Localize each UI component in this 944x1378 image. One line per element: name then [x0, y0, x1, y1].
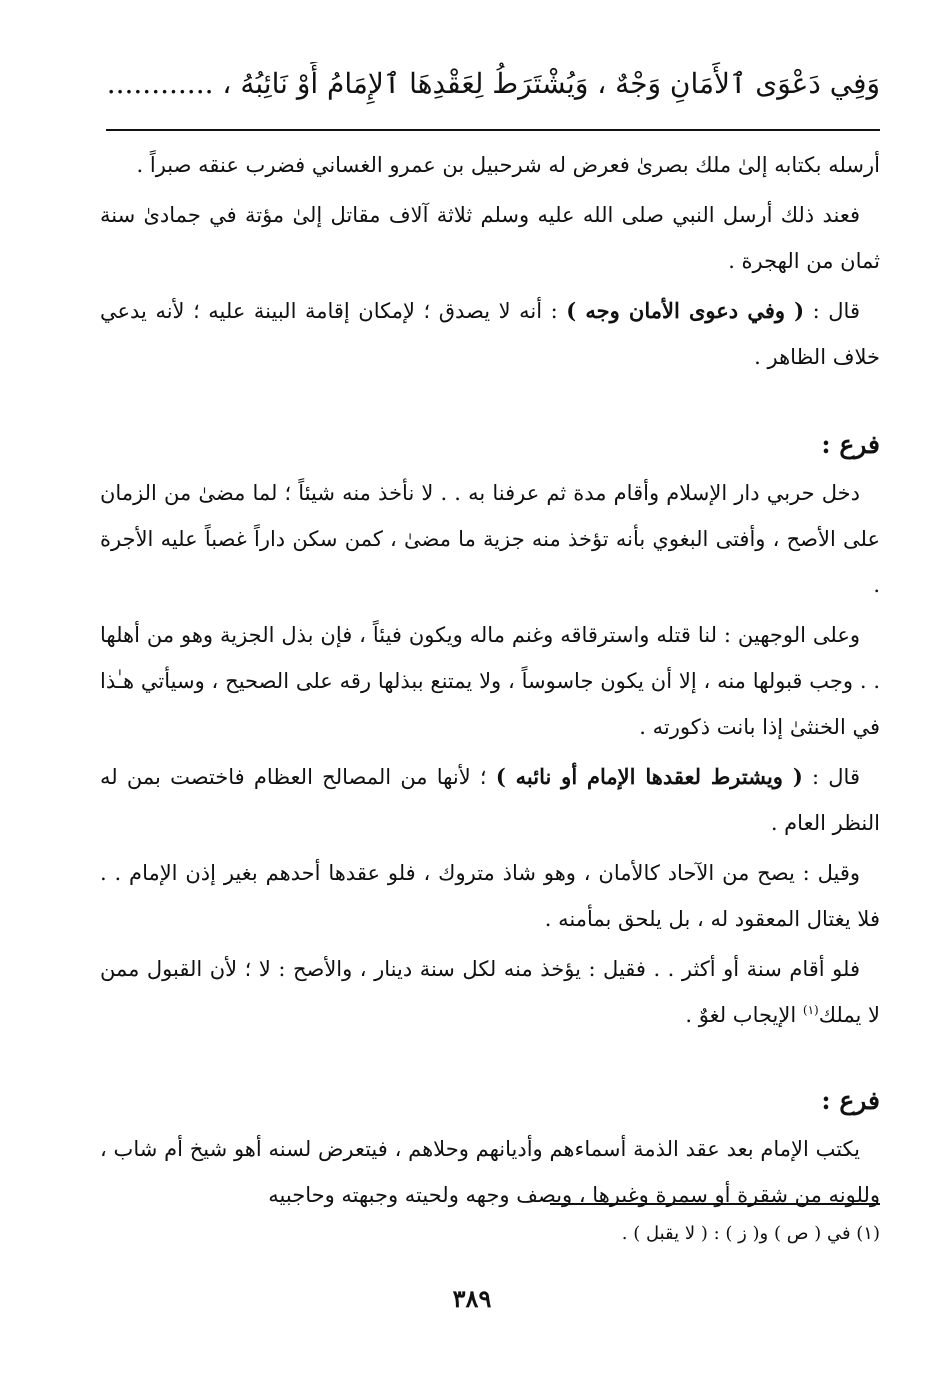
paragraph-2 — [100, 192, 880, 284]
section-heading-2: فرع : — [821, 1086, 880, 1115]
footnote: (١) في ( ص ) و( ز ) : ( لا يقبل ) . — [621, 1223, 880, 1244]
footnote-marker[interactable]: (١) — [802, 1003, 819, 1017]
paragraph-8-tail: الإيجاب لغوٌ . — [685, 1003, 803, 1027]
paragraph-1-text: أرسله بكتابه إلىٰ ملك بصرىٰ فعرض له شرحبيل بن عمرو الغساني فضرب عنقه صبراً . — [136, 153, 880, 177]
paragraph-7 — [100, 850, 880, 942]
paragraph-4 — [100, 470, 880, 608]
paragraph-5 — [100, 612, 880, 750]
paragraph-4-text: دخل حربي دار الإسلام وأقام مدة ثم عرفنا به . . لا نأخذ منه شيئاً ؛ لما مضىٰ من الزمان على الأصح ، وأفتى البغوي بأنه تؤخذ منه جزية ما مضىٰ ، كمن سكن داراً غصباً عليه الأجرة . — [100, 481, 880, 597]
paragraph-6-text: ؛ لأنها من المصالح العظام فاختصت بمن له النظر العام . — [100, 765, 880, 835]
paragraph-3-text: : أنه لا يصدق ؛ لإمكان إقامة البينة عليه ؛ لأنه يدعي خلاف الظاهر . — [100, 299, 880, 369]
matn-text: وَفِي دَعْوَى ٱلأَمَانِ وَجْهٌ ، وَيُشْتَرَطُ لِعَقْدِهَا ٱلإِمَامُ أَوْ نَائِبُهُ ، — [222, 67, 880, 100]
footnote-divider — [550, 1203, 880, 1205]
paragraph-6 — [100, 754, 880, 846]
paragraph-3-lead: قال : — [804, 299, 860, 323]
matn-quote-2: ( ويشترط لعقدها الإمام أو نائبه ) — [495, 764, 803, 789]
paragraph-6-lead: قال : — [802, 765, 860, 789]
commentary-body — [100, 142, 880, 1222]
paragraph-8-text: فلو أقام سنة أو أكثر . . فقيل : يؤخذ منه لكل سنة دينار ، والأصح : لا ؛ لأن القبول ممن لا يملك — [100, 957, 880, 1027]
paragraph-9-text: يكتب الإمام بعد عقد الذمة أسماءهم وأديانهم وحلاهم ، فيتعرض لسنه أهو شيخ أم شاب ، وللونه من شقرة أو سمرة وغيرها ، ويصف وجهه ولحيته وجبهته وحاجبيه — [100, 1137, 880, 1207]
header-divider — [106, 129, 880, 131]
page-number: ٣٨٩ — [452, 1284, 492, 1313]
paragraph-5-text: وعلى الوجهين : لنا قتله واسترقاقه وغنم ماله ويكون فيئاً ، فإن بذل الجزية وهو من أهلها . . وجب قبولها منه ، إلا أن يكون جاسوساً ، ولا يمتنع ببذلها رقه على الصحيح ، وسيأتي هـٰذا في الخنثىٰ إذا بانت ذكورته . — [100, 623, 880, 739]
matn-dots: ............ — [106, 67, 214, 100]
matn-quote-1: ( وفي دعوى الأمان وجه ) — [566, 298, 805, 323]
paragraph-3 — [100, 288, 880, 380]
paragraph-8 — [100, 946, 880, 1038]
paragraph-2-text: فعند ذلك أرسل النبي صلى الله عليه وسلم ثلاثة آلاف مقاتل إلىٰ مؤتة في جمادىٰ سنة ثمان من الهجرة . — [100, 203, 880, 273]
matn-line — [100, 62, 880, 106]
paragraph-7-text: وقيل : يصح من الآحاد كالأمان ، وهو شاذ متروك ، فلو عقدها أحدهم بغير إذن الإمام . . فلا يغتال المعقود له ، بل يلحق بمأمنه . — [100, 861, 880, 931]
section-heading-1: فرع : — [821, 430, 880, 459]
paragraph-1 — [100, 142, 880, 188]
